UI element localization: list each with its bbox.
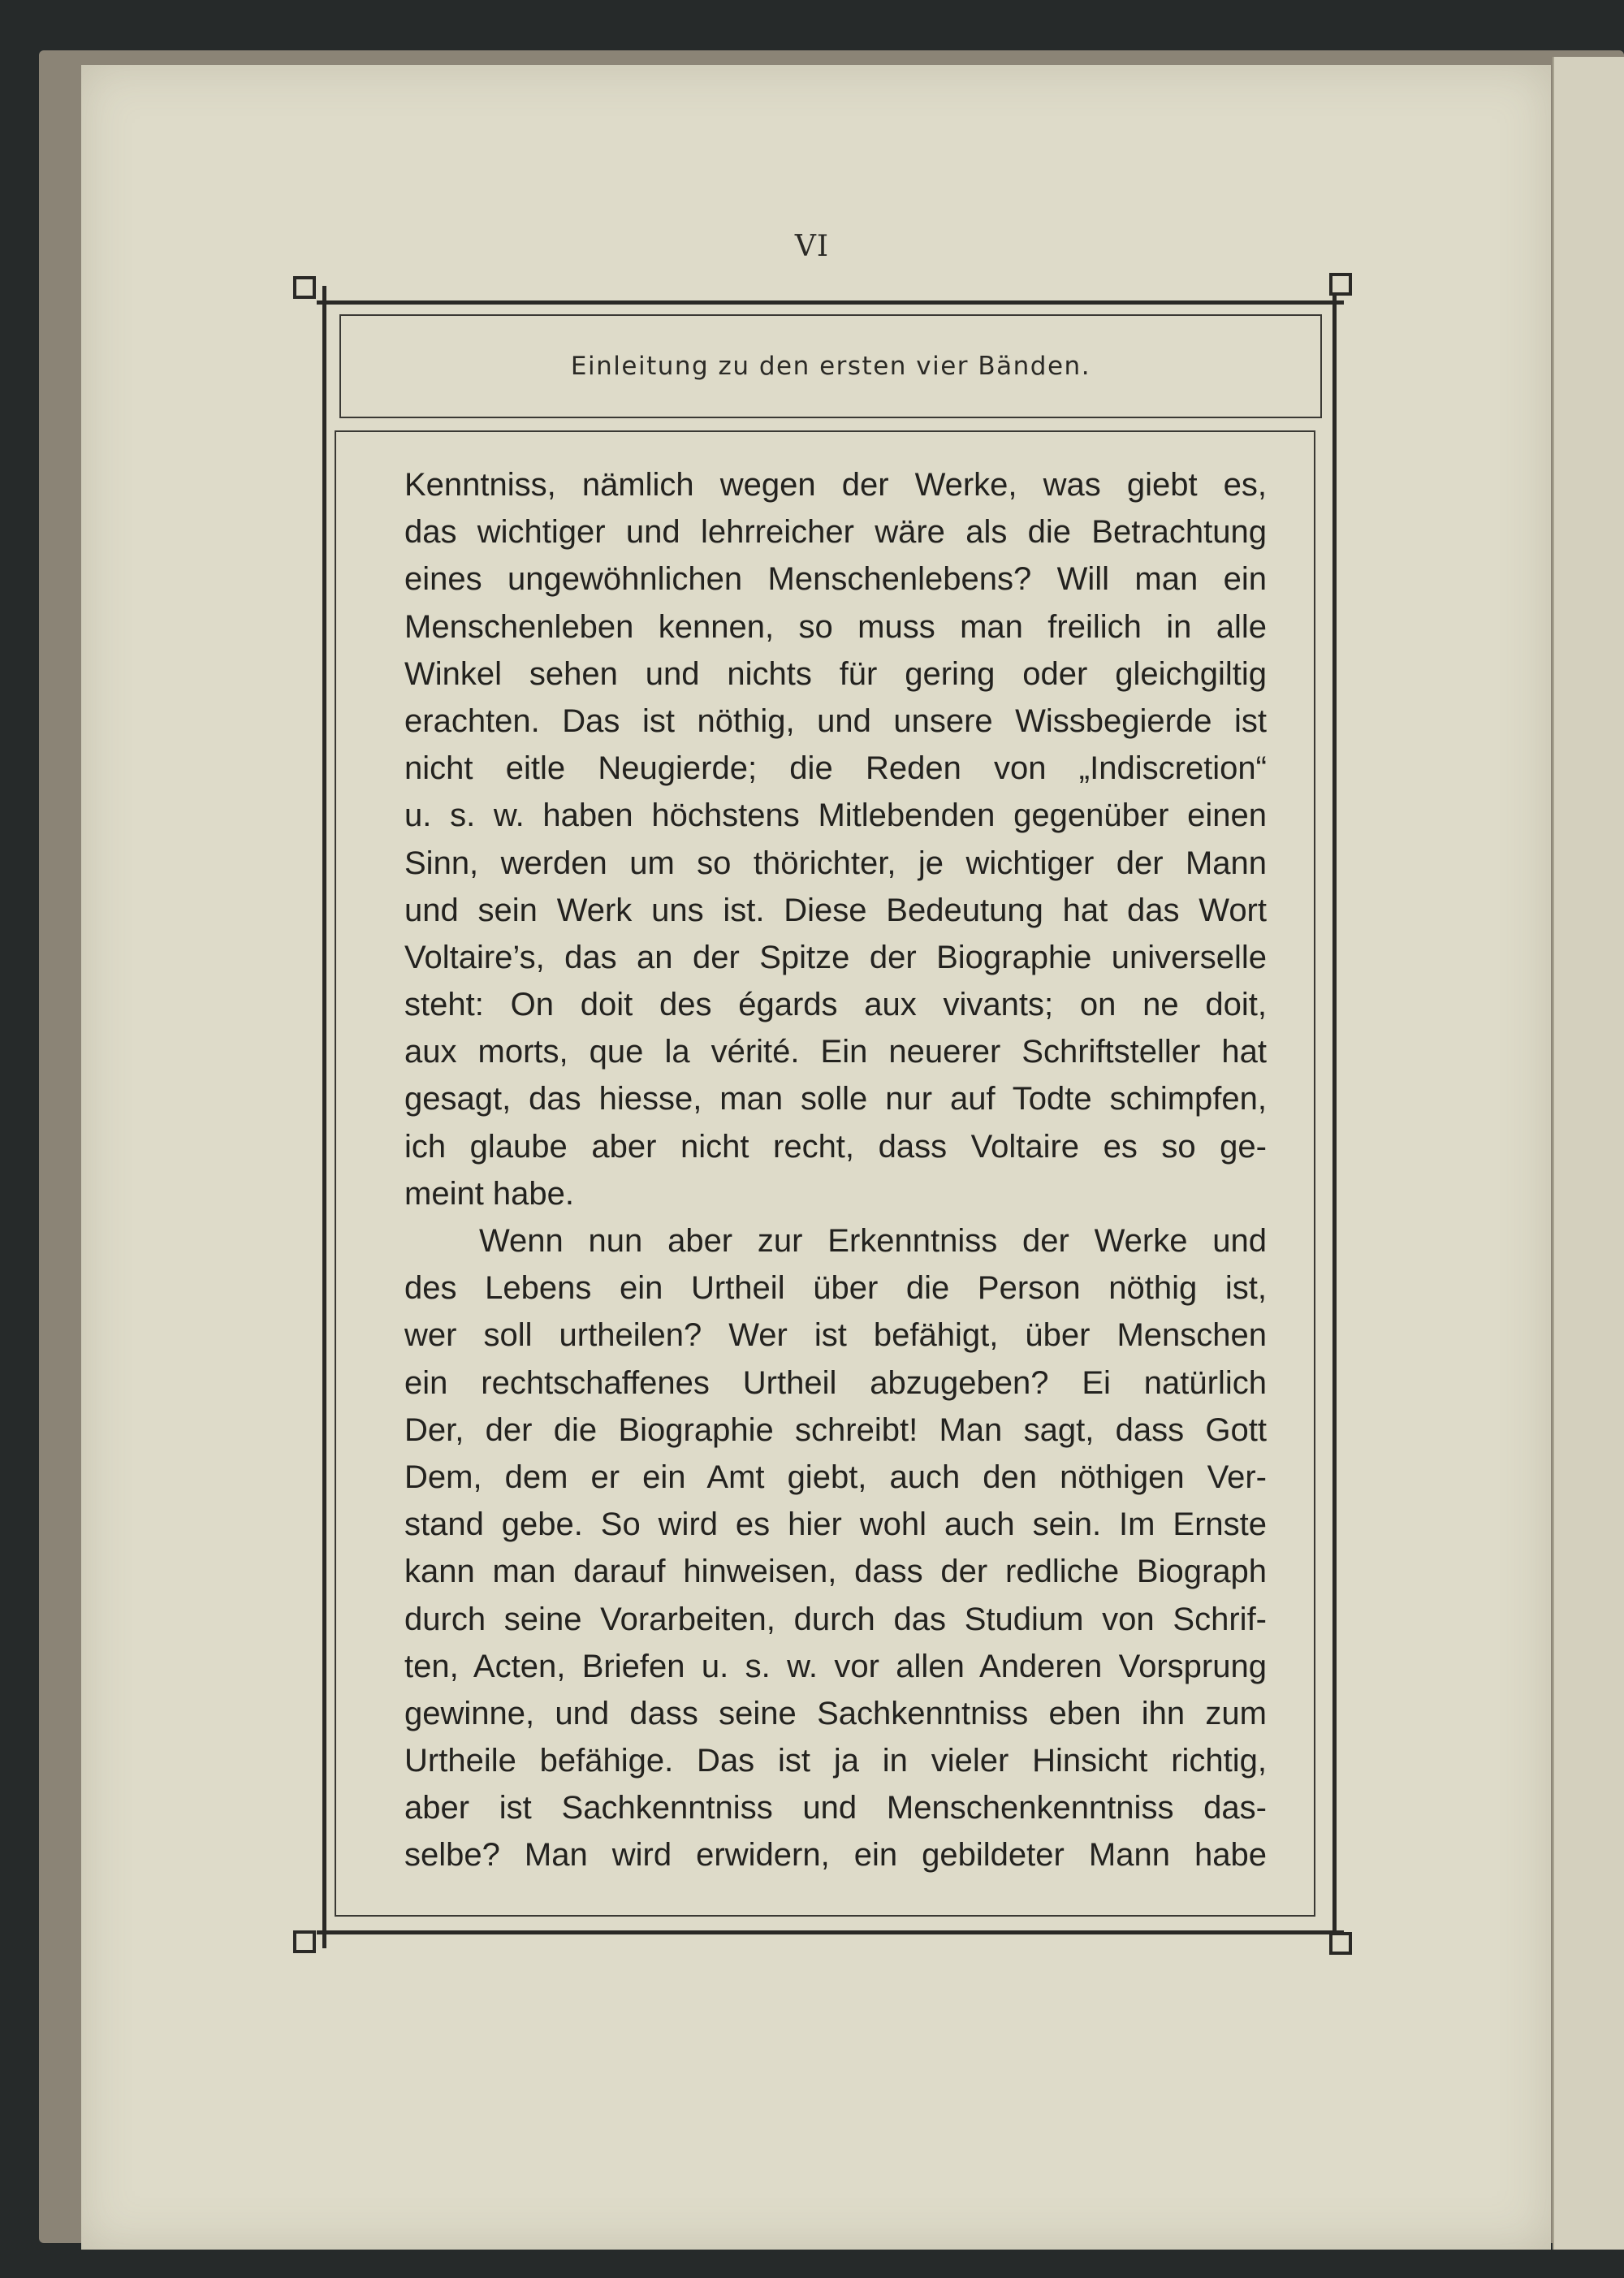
text-line: Wenn nun aber zur Erkenntniss der Werke und	[479, 1223, 1267, 1259]
text-line: Urtheile befähige. Das ist ja in vieler Hinsicht richtig,	[404, 1743, 1267, 1779]
text-line: nicht eitle Neugierde; die Reden von „Indiscretion“	[404, 750, 1267, 787]
text-line: stand gebe. So wird es hier wohl auch sein. Im Ernste	[404, 1506, 1267, 1543]
text-line: ein rechtschaffenes Urtheil abzugeben? Ei natürlich	[404, 1364, 1267, 1401]
text-line: eines ungewöhnlichen Menschenlebens? Will man ein	[404, 561, 1267, 598]
adjacent-page-edge	[1553, 57, 1624, 2250]
frame-right-rule	[1332, 286, 1337, 1948]
body-text	[404, 461, 1267, 1879]
page-number: VI	[794, 230, 830, 263]
text-line: Sinn, werden um so thörichter, je wichtiger der Mann	[404, 845, 1267, 881]
text-line: Winkel sehen und nichts für gering oder gleichgiltig	[404, 655, 1267, 692]
text-line: meint habe.	[404, 1175, 575, 1212]
text-line: kann man darauf hinweisen, dass der redliche Biograph	[404, 1554, 1267, 1590]
text-line: und sein Werk uns ist. Diese Bedeutung hat das Wort	[404, 892, 1267, 928]
text-line: Dem, dem er ein Amt giebt, auch den nöthigen Ver-	[404, 1459, 1267, 1495]
text-line: selbe? Man wird erwidern, ein gebildeter Mann habe	[404, 1837, 1267, 1874]
text-line: gewinne, und dass seine Sachkenntniss eben ihn zum	[404, 1695, 1267, 1731]
frame-left-rule	[322, 286, 326, 1948]
text-line: das wichtiger und lehrreicher wäre als die Betrachtung	[404, 514, 1267, 551]
text-line: Der, der die Biographie schreibt! Man sagt, dass Gott	[404, 1411, 1267, 1448]
text-line: Menschenleben kennen, so muss man freilich in alle	[404, 608, 1267, 645]
text-line: des Lebens ein Urtheil über die Person nöthig ist,	[404, 1270, 1267, 1307]
text-line: gesagt, das hiesse, man solle nur auf Todte schimpfen,	[404, 1081, 1267, 1117]
text-line: aber ist Sachkenntniss und Menschenkenntniss das-	[404, 1790, 1267, 1826]
text-line: erachten. Das ist nöthig, und unsere Wissbegierde ist	[404, 702, 1267, 739]
text-line: ich glaube aber nicht recht, dass Voltaire es so ge-	[404, 1128, 1267, 1165]
text-line: durch seine Vorarbeiten, durch das Studium von Schrif-	[404, 1601, 1267, 1637]
text-line: steht: On doit des égards aux vivants; on ne doit,	[404, 987, 1267, 1023]
frame-corner-bottom-left	[293, 1930, 316, 1953]
text-line: Voltaire’s, das an der Spitze der Biographie universelle	[404, 939, 1267, 975]
text-line: u. s. w. haben höchstens Mitlebenden gegenüber einen	[404, 798, 1267, 834]
frame-corner-top-left	[293, 276, 316, 299]
frame-bottom-rule	[317, 1930, 1344, 1934]
text-line: wer soll urtheilen? Wer ist befähigt, über Menschen	[404, 1317, 1267, 1354]
frame-top-rule	[317, 300, 1344, 305]
text-line: aux morts, que la vérité. Ein neuerer Schriftsteller hat	[404, 1034, 1267, 1070]
text-line: ten, Acten, Briefen u. s. w. vor allen Anderen Vorsprung	[404, 1648, 1267, 1684]
frame-corner-bottom-right	[1329, 1932, 1352, 1955]
frame-corner-top-right	[1329, 273, 1352, 296]
text-line: Kenntniss, nämlich wegen der Werke, was giebt es,	[404, 467, 1267, 503]
paragraph-1	[404, 461, 1267, 1217]
paragraph-2	[404, 1217, 1267, 1879]
running-head: Einleitung zu den ersten vier Bänden.	[570, 352, 1091, 381]
